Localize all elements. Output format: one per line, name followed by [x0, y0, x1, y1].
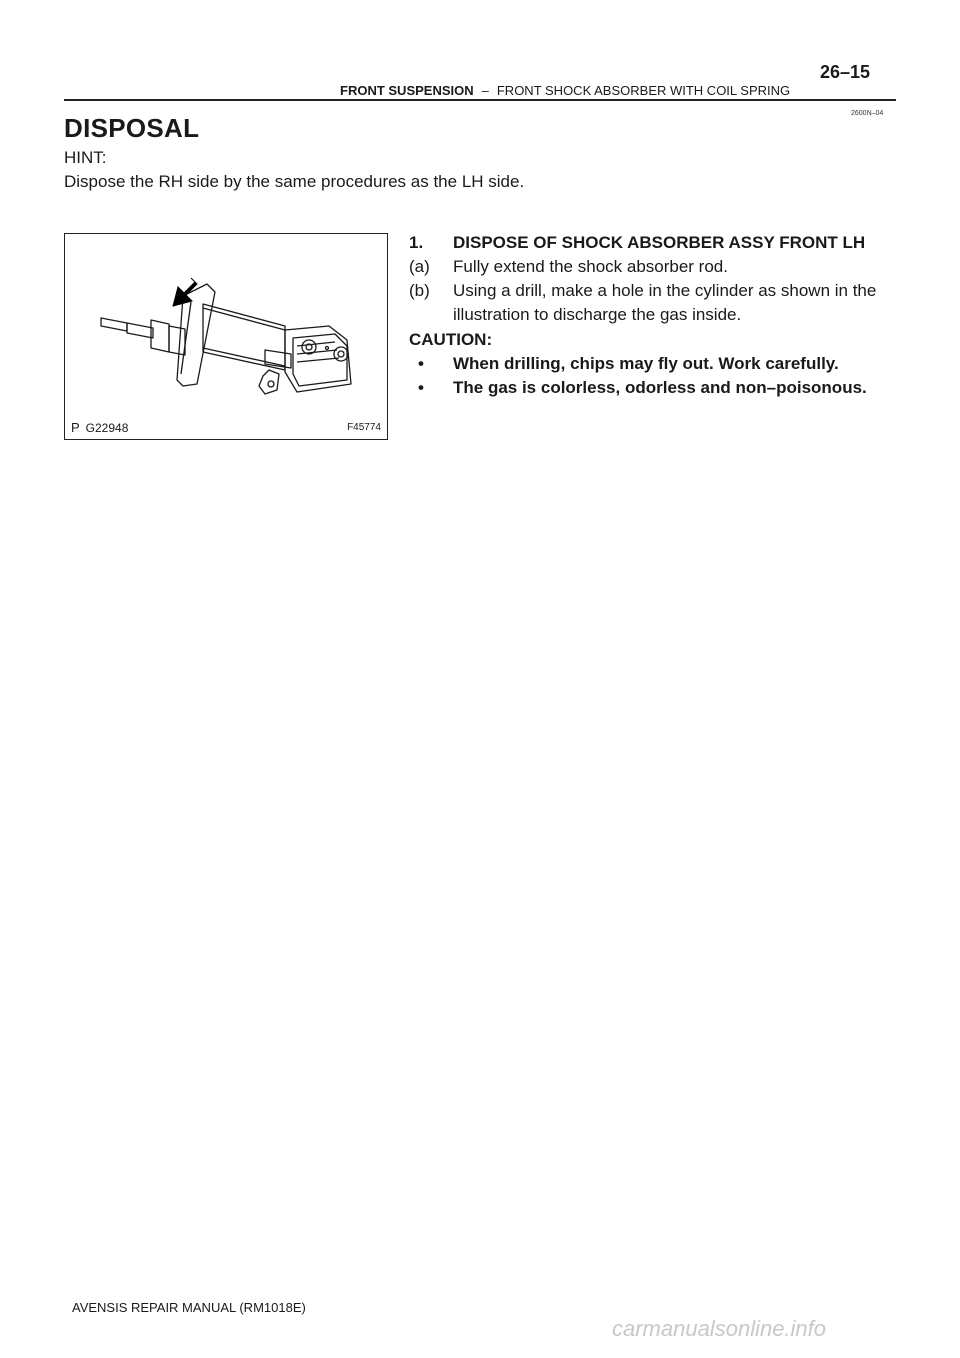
substep-b-text-2: illustration to discharge the gas inside.	[453, 305, 742, 324]
caution-item-text: The gas is colorless, odorless and non–poisonous.	[453, 378, 867, 397]
substep-b-label: (b)	[409, 281, 430, 300]
substep-a-text: Fully extend the shock absorber rod.	[453, 257, 728, 276]
shock-absorber-illustration	[65, 234, 389, 441]
running-header	[340, 83, 790, 98]
figure-ref-right: F45774	[347, 422, 381, 433]
step-title	[409, 233, 865, 253]
hint-label: HINT:	[64, 148, 107, 167]
footer-manual: AVENSIS REPAIR MANUAL (RM1018E)	[72, 1300, 306, 1315]
bullet-glyph: •	[418, 354, 424, 373]
caution-item	[418, 378, 867, 398]
caution-item-text: When drilling, chips may fly out. Work carefully.	[453, 354, 839, 373]
hint-text: Dispose the RH side by the same procedures as the LH side.	[64, 172, 525, 191]
figure-ref-code: G22948	[85, 421, 129, 435]
step-number: 1.	[409, 233, 424, 252]
header-separator: –	[481, 83, 489, 98]
section-title: DISPOSAL	[64, 113, 200, 143]
header-section: FRONT SUSPENSION	[340, 83, 474, 98]
caution-label: CAUTION:	[409, 330, 493, 349]
shock-absorber-figure	[64, 233, 388, 440]
header-subsection: FRONT SHOCK ABSORBER WITH COIL SPRING	[496, 83, 791, 98]
step-title-text: DISPOSE OF SHOCK ABSORBER ASSY FRONT LH	[453, 233, 866, 252]
substep-b	[409, 281, 876, 301]
page-number: 26–15	[820, 62, 871, 82]
figure-ref-prefix: P	[71, 420, 80, 435]
substep-b-text-1: Using a drill, make a hole in the cylinder as shown in the	[453, 281, 877, 300]
doc-code: 2600N–04	[851, 110, 884, 117]
watermark: carmanualsonline.info	[612, 1316, 827, 1341]
figure-ref-left	[71, 420, 128, 435]
header-rule	[64, 99, 896, 101]
substep-a-label: (a)	[409, 257, 430, 276]
substep-a	[409, 257, 728, 277]
bullet-glyph: •	[418, 378, 424, 397]
caution-item	[418, 354, 839, 374]
down-left-arrow-icon	[173, 278, 197, 306]
